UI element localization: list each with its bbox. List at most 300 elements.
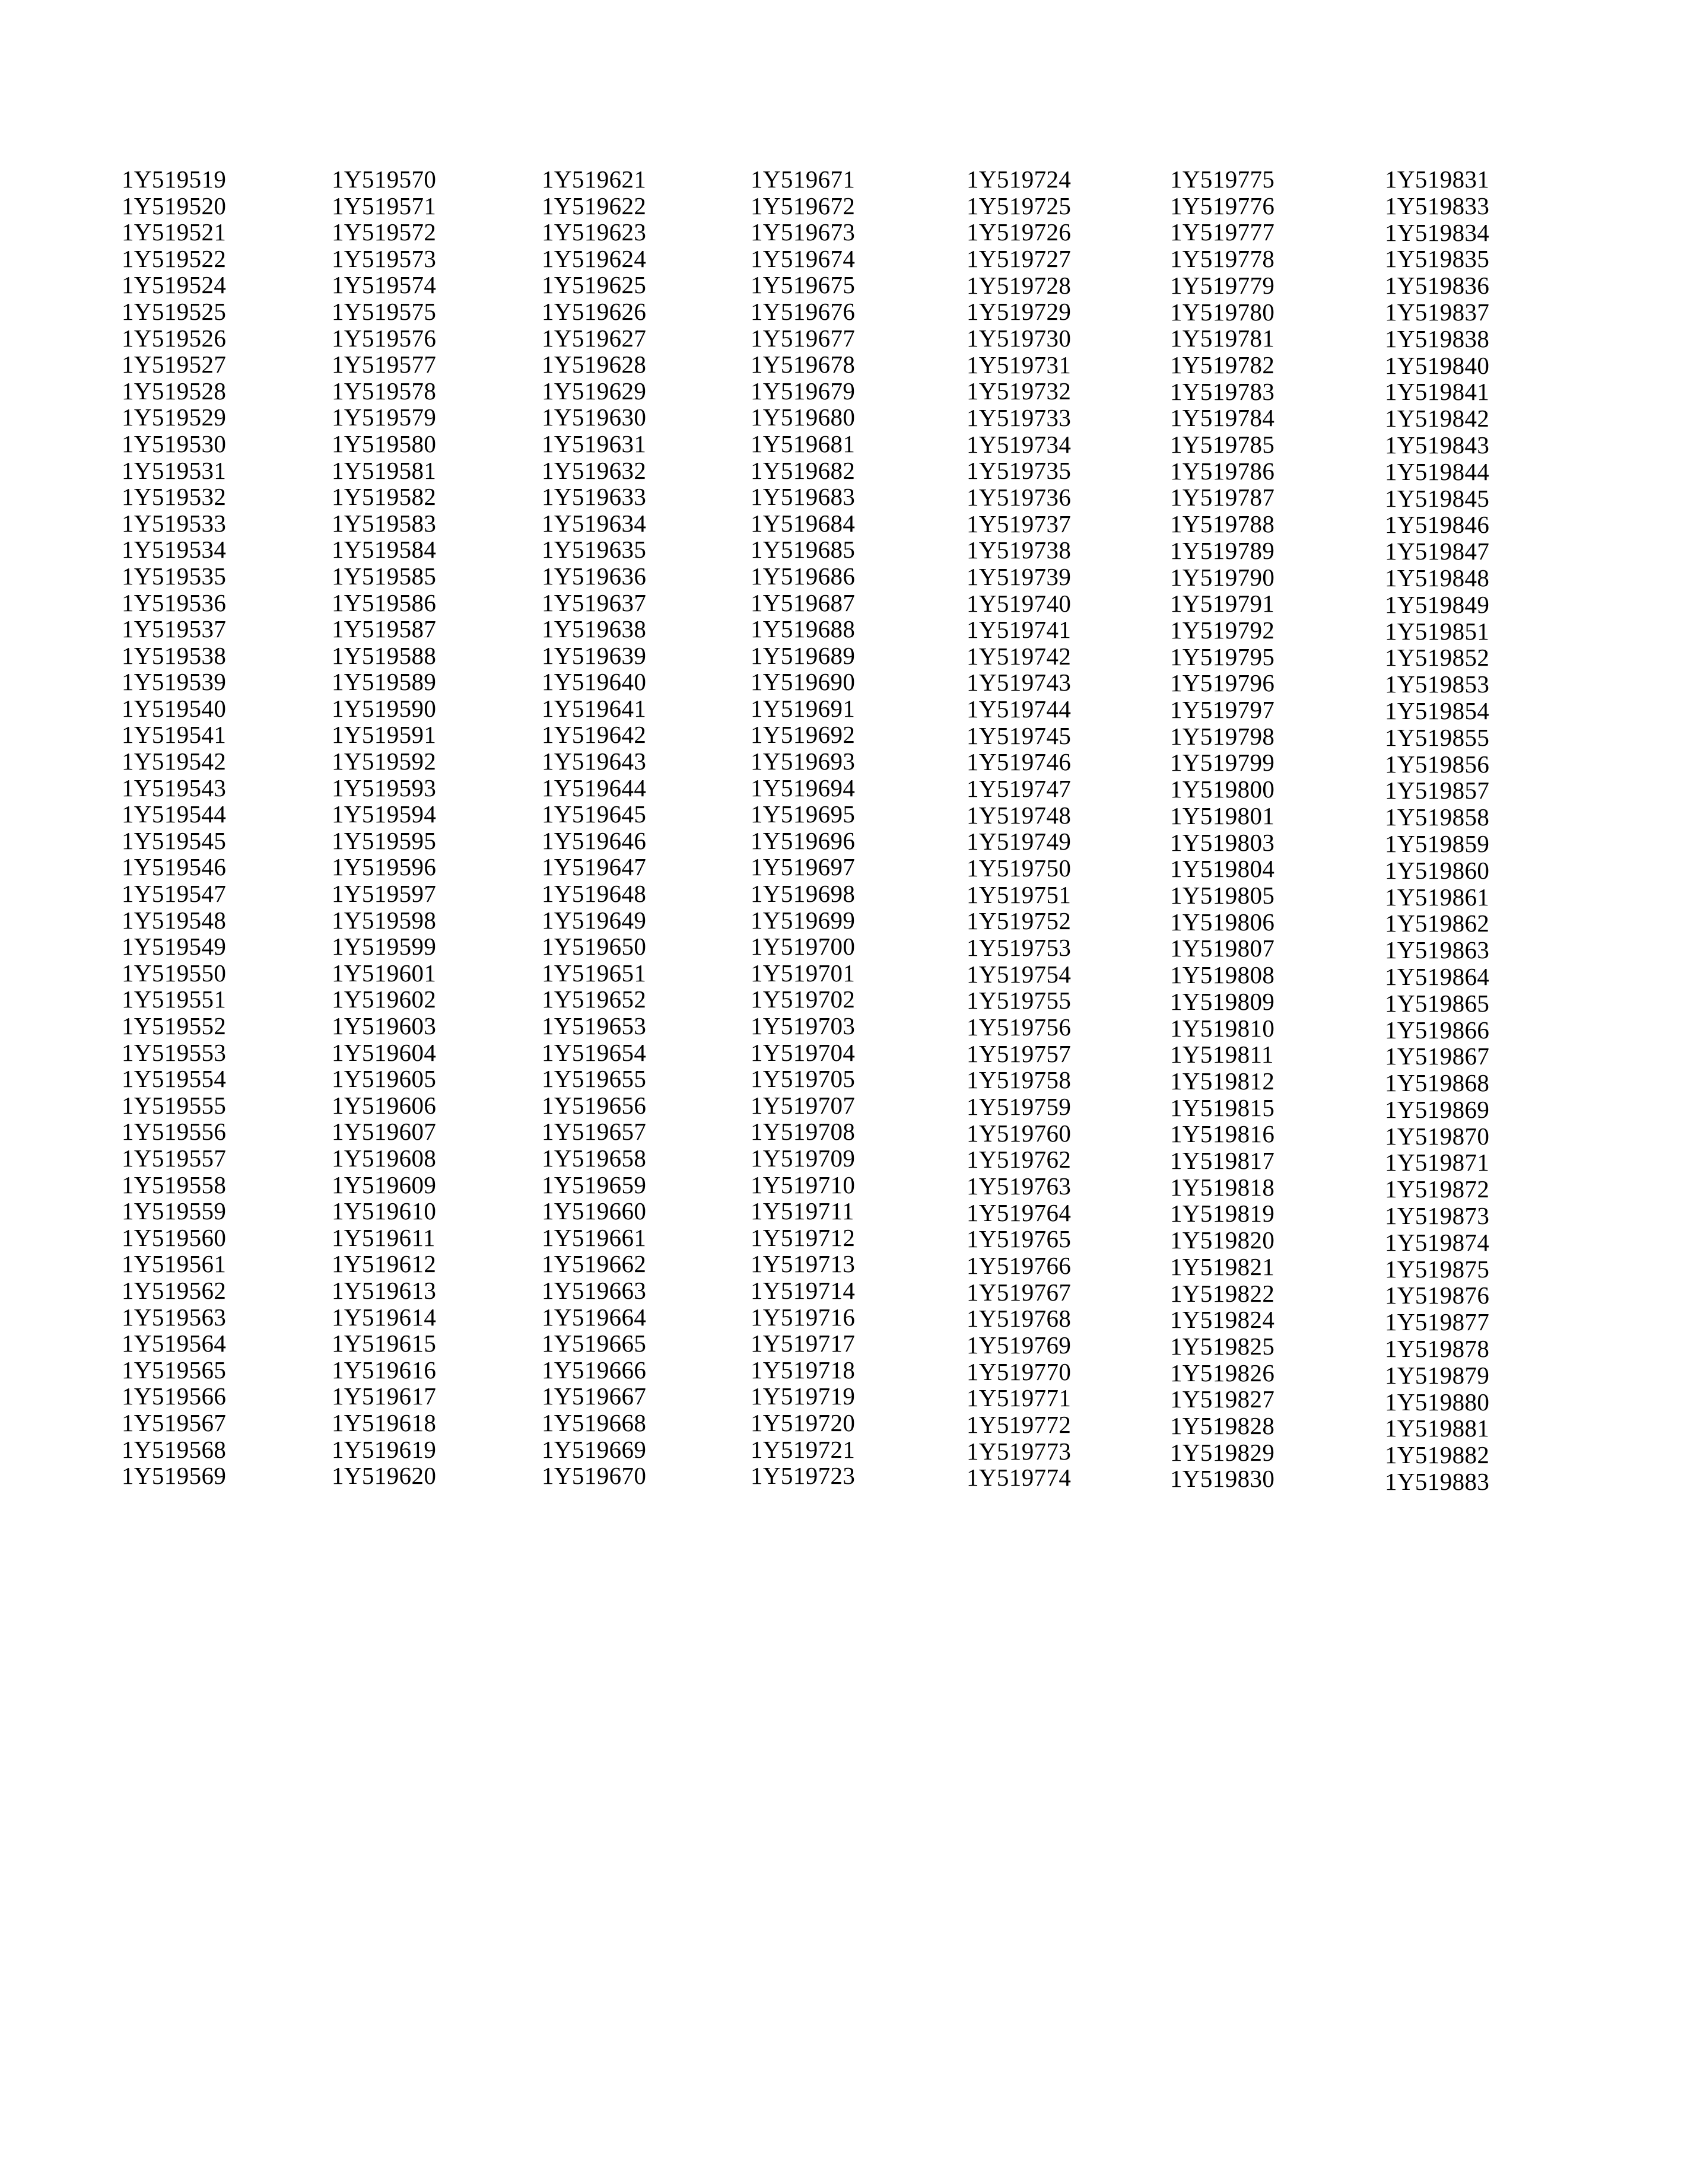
serial-number: 1Y519777: [1170, 218, 1275, 246]
serial-number: 1Y519647: [542, 853, 647, 881]
serial-number: 1Y519552: [122, 1012, 227, 1039]
serial-number: 1Y519628: [542, 351, 647, 379]
serial-number: 1Y519569: [122, 1462, 227, 1490]
serial-number: 1Y519807: [1170, 934, 1275, 962]
serial-number: 1Y519691: [751, 694, 856, 722]
serial-number: 1Y519616: [332, 1356, 437, 1384]
serial-number: 1Y519587: [332, 615, 437, 643]
serial-number: 1Y519543: [122, 774, 227, 802]
serial-number: 1Y519790: [1170, 563, 1275, 591]
serial-number: 1Y519876: [1385, 1282, 1490, 1309]
serial-number: 1Y519868: [1385, 1069, 1490, 1097]
serial-number: 1Y519619: [332, 1435, 437, 1463]
serial-number: 1Y519859: [1385, 829, 1490, 857]
serial-number: 1Y519646: [542, 826, 647, 854]
serial-number: 1Y519644: [542, 774, 647, 802]
serial-number: 1Y519811: [1170, 1041, 1274, 1069]
serial-number: 1Y519611: [332, 1223, 436, 1251]
serial-number: 1Y519613: [332, 1276, 437, 1304]
serial-number: 1Y519749: [967, 828, 1072, 856]
serial-number: 1Y519554: [122, 1065, 227, 1093]
serial-number: 1Y519550: [122, 959, 227, 987]
serial-number: 1Y519822: [1170, 1279, 1275, 1307]
serial-number: 1Y519557: [122, 1144, 227, 1172]
serial-number: 1Y519878: [1385, 1335, 1490, 1363]
serial-number: 1Y519581: [332, 456, 437, 484]
serial-number: 1Y519731: [967, 351, 1072, 379]
serial-number: 1Y519533: [122, 509, 227, 537]
serial-number: 1Y519637: [542, 589, 647, 616]
serial-column: [542, 166, 751, 1489]
serial-number: 1Y519744: [967, 695, 1072, 723]
serial-number: 1Y519766: [967, 1251, 1072, 1279]
serial-number: 1Y519549: [122, 933, 227, 961]
serial-number: 1Y519709: [751, 1144, 856, 1172]
serial-number: 1Y519621: [542, 166, 647, 193]
serial-number: 1Y519717: [751, 1330, 856, 1358]
serial-number: 1Y519602: [332, 985, 437, 1013]
serial-number: 1Y519834: [1385, 218, 1490, 246]
serial-number: 1Y519542: [122, 748, 227, 775]
serial-number: 1Y519737: [967, 510, 1072, 538]
serial-number: 1Y519537: [122, 615, 227, 643]
serial-number: 1Y519558: [122, 1171, 227, 1199]
serial-number: 1Y519759: [967, 1092, 1072, 1120]
serial-number: 1Y519682: [751, 456, 856, 484]
serial-number: 1Y519681: [751, 430, 856, 457]
serial-number: 1Y519539: [122, 668, 227, 696]
serial-number: 1Y519792: [1170, 616, 1275, 644]
serial-number: 1Y519572: [332, 218, 437, 246]
serial-number: 1Y519882: [1385, 1441, 1490, 1469]
serial-number: 1Y519625: [542, 271, 647, 299]
serial-number: 1Y519688: [751, 615, 856, 643]
serial-number: 1Y519768: [967, 1305, 1072, 1333]
serial-number: 1Y519838: [1385, 325, 1490, 352]
serial-number: 1Y519579: [332, 403, 437, 431]
serial-number: 1Y519862: [1385, 910, 1490, 937]
serial-number: 1Y519643: [542, 748, 647, 775]
serial-number: 1Y519527: [122, 351, 227, 379]
serial-number: 1Y519614: [332, 1303, 437, 1331]
serial-number: 1Y519779: [1170, 271, 1275, 299]
serial-number: 1Y519556: [122, 1118, 227, 1146]
serial-number: 1Y519765: [967, 1225, 1072, 1253]
serial-number: 1Y519716: [751, 1303, 856, 1331]
serial-number: 1Y519521: [122, 218, 227, 246]
serial-number: 1Y519627: [542, 324, 647, 352]
serial-number: 1Y519762: [967, 1146, 1072, 1174]
serial-number: 1Y519657: [542, 1118, 647, 1146]
serial-number: 1Y519651: [542, 959, 647, 987]
serial-number: 1Y519712: [751, 1223, 856, 1251]
serial-number: 1Y519719: [751, 1382, 856, 1410]
serial-number: 1Y519629: [542, 377, 647, 405]
serial-number: 1Y519551: [122, 985, 227, 1013]
serial-number: 1Y519582: [332, 483, 437, 511]
serial-number: 1Y519755: [967, 987, 1072, 1015]
serial-number: 1Y519535: [122, 562, 227, 590]
serial-number: 1Y519847: [1385, 538, 1490, 565]
serial-number: 1Y519699: [751, 906, 856, 934]
serial-number: 1Y519586: [332, 589, 437, 616]
serial-number: 1Y519720: [751, 1409, 856, 1436]
serial-number: 1Y519800: [1170, 775, 1275, 803]
serial-number: 1Y519758: [967, 1066, 1072, 1094]
serial-number: 1Y519743: [967, 669, 1072, 697]
serial-number: 1Y519764: [967, 1199, 1072, 1226]
serial-number: 1Y519692: [751, 721, 856, 749]
serial-number: 1Y519584: [332, 536, 437, 564]
serial-number: 1Y519654: [542, 1038, 647, 1066]
serial-number: 1Y519789: [1170, 536, 1275, 564]
serial-number: 1Y519593: [332, 774, 437, 802]
serial-number: 1Y519769: [967, 1331, 1072, 1359]
serial-number: 1Y519580: [332, 430, 437, 457]
serial-number: 1Y519846: [1385, 511, 1490, 539]
serial-number: 1Y519596: [332, 853, 437, 881]
serial-number: 1Y519530: [122, 430, 227, 457]
serial-number: 1Y519708: [751, 1118, 856, 1146]
serial-number: 1Y519810: [1170, 1014, 1275, 1042]
serial-number: 1Y519798: [1170, 722, 1275, 750]
serial-number: 1Y519760: [967, 1119, 1072, 1147]
serial-number: 1Y519548: [122, 906, 227, 934]
serial-number: 1Y519592: [332, 748, 437, 775]
serial-number: 1Y519873: [1385, 1202, 1490, 1230]
serial-column: [967, 166, 1170, 1491]
serial-number: 1Y519772: [967, 1410, 1072, 1438]
serial-column: [751, 166, 967, 1489]
serial-number: 1Y519578: [332, 377, 437, 405]
serial-number: 1Y519742: [967, 642, 1072, 670]
serial-number: 1Y519782: [1170, 351, 1275, 379]
serial-number: 1Y519698: [751, 880, 856, 908]
serial-number: 1Y519739: [967, 562, 1072, 590]
serial-number: 1Y519538: [122, 641, 227, 669]
serial-number: 1Y519686: [751, 562, 856, 590]
serial-number: 1Y519577: [332, 351, 437, 379]
serial-number: 1Y519575: [332, 297, 437, 325]
serial-number: 1Y519872: [1385, 1175, 1490, 1203]
serial-number: 1Y519707: [751, 1091, 856, 1119]
serial-number: 1Y519696: [751, 826, 856, 854]
serial-number: 1Y519874: [1385, 1228, 1490, 1256]
serial-number: 1Y519547: [122, 880, 227, 908]
serial-number: 1Y519662: [542, 1250, 647, 1278]
serial-number: 1Y519648: [542, 880, 647, 908]
serial-number: 1Y519690: [751, 668, 856, 696]
serial-number: 1Y519615: [332, 1330, 437, 1358]
serial-number: 1Y519573: [332, 244, 437, 272]
serial-number: 1Y519633: [542, 483, 647, 511]
serial-number: 1Y519829: [1170, 1438, 1275, 1466]
serial-number: 1Y519866: [1385, 1016, 1490, 1044]
serial-number: 1Y519791: [1170, 590, 1275, 618]
serial-number: 1Y519767: [967, 1278, 1072, 1306]
serial-number: 1Y519562: [122, 1276, 227, 1304]
serial-number: 1Y519788: [1170, 510, 1275, 538]
serial-number: 1Y519796: [1170, 669, 1275, 697]
serial-number: 1Y519883: [1385, 1468, 1490, 1496]
serial-number: 1Y519848: [1385, 564, 1490, 592]
serial-number: 1Y519784: [1170, 404, 1275, 432]
serial-number: 1Y519830: [1170, 1465, 1275, 1493]
serial-number: 1Y519570: [332, 166, 437, 193]
serial-number: 1Y519529: [122, 403, 227, 431]
serial-number: 1Y519747: [967, 775, 1072, 803]
serial-number: 1Y519623: [542, 218, 647, 246]
serial-column: [122, 166, 332, 1489]
serial-number: 1Y519842: [1385, 405, 1490, 433]
serial-number: 1Y519849: [1385, 590, 1490, 618]
serial-number: 1Y519591: [332, 721, 437, 749]
serial-number: 1Y519540: [122, 694, 227, 722]
serial-number: 1Y519723: [751, 1462, 856, 1490]
serial-number: 1Y519612: [332, 1250, 437, 1278]
serial-number: 1Y519809: [1170, 987, 1275, 1015]
serial-number: 1Y519856: [1385, 750, 1490, 778]
serial-number: 1Y519869: [1385, 1095, 1490, 1123]
serial-number: 1Y519756: [967, 1013, 1072, 1041]
serial-number: 1Y519852: [1385, 644, 1490, 672]
serial-number: 1Y519607: [332, 1118, 437, 1146]
serial-number: 1Y519555: [122, 1091, 227, 1119]
serial-number: 1Y519673: [751, 218, 856, 246]
serial-number: 1Y519672: [751, 192, 856, 220]
serial-number: 1Y519812: [1170, 1067, 1275, 1095]
serial-number: 1Y519528: [122, 377, 227, 405]
serial-number: 1Y519727: [967, 244, 1072, 272]
serial-number: 1Y519649: [542, 906, 647, 934]
serial-number: 1Y519748: [967, 801, 1072, 829]
serial-number: 1Y519663: [542, 1276, 647, 1304]
serial-number: 1Y519624: [542, 244, 647, 272]
serial-number: 1Y519689: [751, 641, 856, 669]
serial-number: 1Y519559: [122, 1197, 227, 1225]
serial-number: 1Y519594: [332, 800, 437, 828]
serial-number: 1Y519725: [967, 192, 1072, 220]
serial-number: 1Y519745: [967, 721, 1072, 749]
serial-number: 1Y519825: [1170, 1332, 1275, 1360]
serial-number: 1Y519750: [967, 854, 1072, 882]
serial-number: 1Y519837: [1385, 298, 1490, 326]
serial-number: 1Y519808: [1170, 961, 1275, 989]
serial-number: 1Y519589: [332, 668, 437, 696]
serial-column: [1385, 166, 1563, 1495]
serial-number: 1Y519618: [332, 1409, 437, 1436]
serial-number: 1Y519676: [751, 297, 856, 325]
serial-number: 1Y519693: [751, 748, 856, 775]
serial-number: 1Y519670: [542, 1462, 647, 1490]
serial-number: 1Y519597: [332, 880, 437, 908]
serial-number: 1Y519836: [1385, 272, 1490, 300]
serial-number: 1Y519879: [1385, 1361, 1490, 1389]
serial-number: 1Y519546: [122, 853, 227, 881]
serial-number: 1Y519609: [332, 1171, 437, 1199]
serial-number: 1Y519729: [967, 298, 1072, 326]
serial-number: 1Y519824: [1170, 1306, 1275, 1334]
serial-number: 1Y519590: [332, 694, 437, 722]
serial-number: 1Y519860: [1385, 856, 1490, 884]
serial-number: 1Y519861: [1385, 883, 1490, 911]
serial-number: 1Y519754: [967, 960, 1072, 988]
serial-number: 1Y519524: [122, 271, 227, 299]
serial-number: 1Y519840: [1385, 351, 1490, 379]
serial-number: 1Y519864: [1385, 962, 1490, 990]
serial-number: 1Y519544: [122, 800, 227, 828]
serial-number: 1Y519641: [542, 694, 647, 722]
serial-number: 1Y519631: [542, 430, 647, 457]
serial-number: 1Y519801: [1170, 802, 1275, 829]
serial-number: 1Y519667: [542, 1382, 647, 1410]
serial-number: 1Y519677: [751, 324, 856, 352]
serial-number: 1Y519763: [967, 1172, 1072, 1200]
serial-number: 1Y519531: [122, 456, 227, 484]
serial-number: 1Y519877: [1385, 1308, 1490, 1336]
serial-number: 1Y519541: [122, 721, 227, 749]
serial-number: 1Y519702: [751, 985, 856, 1013]
serial-number: 1Y519773: [967, 1437, 1072, 1465]
serial-number: 1Y519858: [1385, 803, 1490, 831]
serial-number: 1Y519567: [122, 1409, 227, 1436]
serial-number: 1Y519718: [751, 1356, 856, 1384]
serial-number: 1Y519787: [1170, 484, 1275, 511]
serial-number: 1Y519694: [751, 774, 856, 802]
serial-number: 1Y519828: [1170, 1412, 1275, 1440]
serial-number: 1Y519534: [122, 536, 227, 564]
serial-number: 1Y519553: [122, 1038, 227, 1066]
serial-number: 1Y519650: [542, 933, 647, 961]
serial-number: 1Y519668: [542, 1409, 647, 1436]
serial-number: 1Y519843: [1385, 431, 1490, 459]
serial-number: 1Y519816: [1170, 1120, 1275, 1148]
serial-number: 1Y519685: [751, 536, 856, 564]
serial-number: 1Y519753: [967, 934, 1072, 962]
serial-number: 1Y519854: [1385, 697, 1490, 724]
serial-number: 1Y519525: [122, 297, 227, 325]
serial-number: 1Y519726: [967, 218, 1072, 246]
serial-number: 1Y519661: [542, 1223, 647, 1251]
serial-number: 1Y519655: [542, 1065, 647, 1093]
serial-number: 1Y519855: [1385, 723, 1490, 751]
serial-number: 1Y519532: [122, 483, 227, 511]
serial-number: 1Y519653: [542, 1012, 647, 1039]
serial-number: 1Y519622: [542, 192, 647, 220]
serial-number: 1Y519815: [1170, 1093, 1275, 1121]
serial-number: 1Y519733: [967, 403, 1072, 431]
serial-number: 1Y519841: [1385, 378, 1490, 406]
serial-number: 1Y519630: [542, 403, 647, 431]
serial-number: 1Y519710: [751, 1171, 856, 1199]
serial-number: 1Y519660: [542, 1197, 647, 1225]
serial-number: 1Y519632: [542, 456, 647, 484]
serial-number: 1Y519845: [1385, 484, 1490, 512]
serial-number: 1Y519871: [1385, 1149, 1490, 1177]
serial-number: 1Y519785: [1170, 431, 1275, 459]
serial-number: 1Y519566: [122, 1382, 227, 1410]
serial-number: 1Y519585: [332, 562, 437, 590]
serial-number: 1Y519738: [967, 536, 1072, 564]
serial-number: 1Y519805: [1170, 881, 1275, 909]
serial-number: 1Y519875: [1385, 1255, 1490, 1283]
serial-number: 1Y519700: [751, 933, 856, 961]
serial-number: 1Y519880: [1385, 1388, 1490, 1416]
serial-number: 1Y519865: [1385, 989, 1490, 1017]
serial-number: 1Y519639: [542, 641, 647, 669]
serial-number: 1Y519610: [332, 1197, 437, 1225]
serial-number: 1Y519645: [542, 800, 647, 828]
serial-number: 1Y519658: [542, 1144, 647, 1172]
serial-number: 1Y519831: [1385, 166, 1490, 193]
serial-number: 1Y519519: [122, 166, 227, 193]
serial-number: 1Y519678: [751, 351, 856, 379]
serial-number: 1Y519563: [122, 1303, 227, 1331]
serial-number: 1Y519583: [332, 509, 437, 537]
serial-number: 1Y519571: [332, 192, 437, 220]
serial-number: 1Y519674: [751, 244, 856, 272]
serial-number: 1Y519561: [122, 1250, 227, 1278]
serial-number: 1Y519656: [542, 1091, 647, 1119]
serial-number: 1Y519605: [332, 1065, 437, 1093]
serial-number: 1Y519806: [1170, 908, 1275, 936]
serial-number: 1Y519711: [751, 1197, 854, 1225]
serial-number: 1Y519803: [1170, 828, 1275, 856]
serial-number: 1Y519835: [1385, 245, 1490, 273]
serial-number: 1Y519819: [1170, 1200, 1275, 1228]
serial-number: 1Y519857: [1385, 777, 1490, 805]
serial-number: 1Y519804: [1170, 855, 1275, 883]
serial-number: 1Y519687: [751, 589, 856, 616]
serial-number: 1Y519881: [1385, 1414, 1490, 1442]
serial-number: 1Y519827: [1170, 1385, 1275, 1413]
serial-number: 1Y519665: [542, 1330, 647, 1358]
serial-number: 1Y519603: [332, 1012, 437, 1039]
serial-number: 1Y519703: [751, 1012, 856, 1039]
serial-number: 1Y519659: [542, 1171, 647, 1199]
serial-number: 1Y519870: [1385, 1122, 1490, 1150]
serial-number: 1Y519638: [542, 615, 647, 643]
serial-number: 1Y519818: [1170, 1173, 1275, 1201]
serial-number: 1Y519620: [332, 1462, 437, 1490]
serial-number: 1Y519741: [967, 616, 1072, 644]
serial-number: 1Y519757: [967, 1039, 1072, 1067]
serial-number: 1Y519522: [122, 244, 227, 272]
serial-number: 1Y519752: [967, 907, 1072, 935]
serial-number: 1Y519724: [967, 166, 1072, 193]
serial-number: 1Y519536: [122, 589, 227, 616]
serial-number: 1Y519576: [332, 324, 437, 352]
serial-number: 1Y519675: [751, 271, 856, 299]
serial-number: 1Y519863: [1385, 936, 1490, 964]
serial-number: 1Y519606: [332, 1091, 437, 1119]
serial-number: 1Y519781: [1170, 325, 1275, 352]
serial-number: 1Y519588: [332, 641, 437, 669]
serial-number: 1Y519740: [967, 589, 1072, 617]
serial-number: 1Y519642: [542, 721, 647, 749]
serial-number: 1Y519671: [751, 166, 856, 193]
serial-number: 1Y519704: [751, 1038, 856, 1066]
serial-number: 1Y519664: [542, 1303, 647, 1331]
serial-number: 1Y519697: [751, 853, 856, 881]
serial-number: 1Y519833: [1385, 192, 1490, 220]
serial-number: 1Y519669: [542, 1435, 647, 1463]
serial-number: 1Y519730: [967, 324, 1072, 352]
serial-number: 1Y519867: [1385, 1042, 1490, 1070]
serial-number: 1Y519695: [751, 800, 856, 828]
serial-number: 1Y519568: [122, 1435, 227, 1463]
serial-number: 1Y519604: [332, 1038, 437, 1066]
